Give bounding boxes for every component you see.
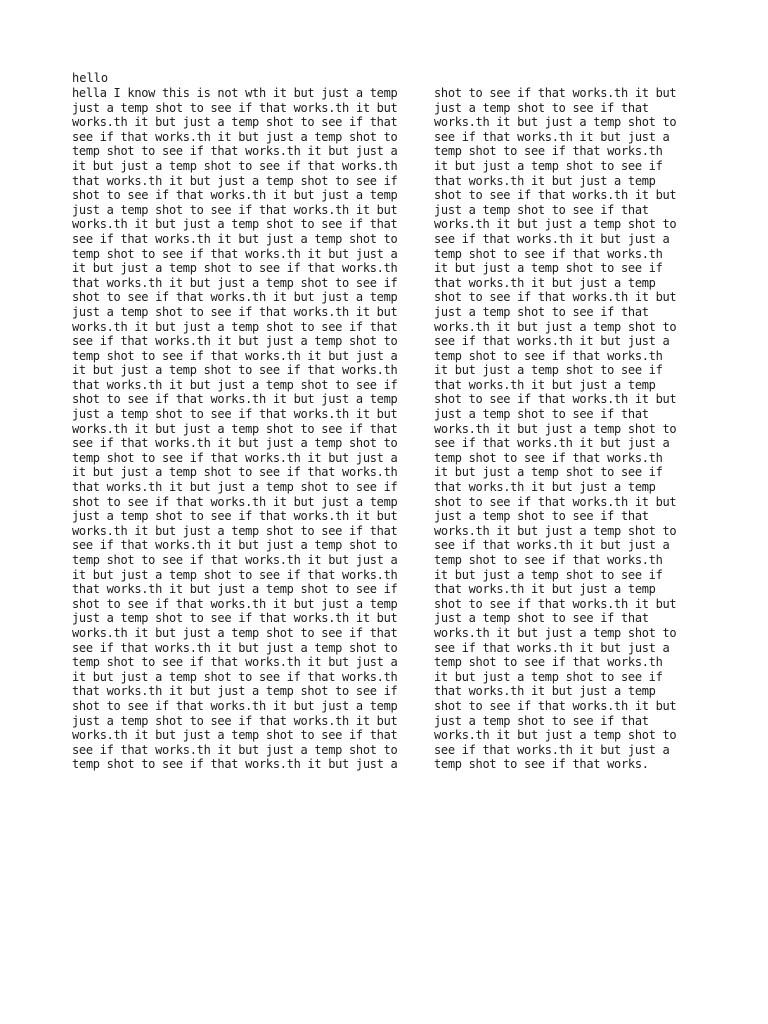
text-line: that works.th it but just a temp xyxy=(434,173,656,188)
text-line: works.th it but just a temp shot to xyxy=(434,421,677,436)
text-line: works.th it but just a temp shot to xyxy=(434,217,677,232)
text-line: shot to see if that works.th it but just a temp xyxy=(72,698,398,713)
text-line: shot to see if that works.th it but xyxy=(434,494,677,509)
text-line: shot to see if that works.th it but xyxy=(434,290,677,305)
text-line: just a temp shot to see if that works.th it but xyxy=(72,407,398,422)
text-line: see if that works.th it but just a xyxy=(434,436,670,451)
text-line: shot to see if that works.th it but xyxy=(434,392,677,407)
text-line: that works.th it but just a temp shot to see if xyxy=(72,377,398,392)
text-line: see if that works.th it but just a xyxy=(434,640,670,655)
text-line: it but just a temp shot to see if that works.th xyxy=(72,465,398,480)
text-line: temp shot to see if that works.th it but just a xyxy=(72,553,398,567)
text-line: it but just a temp shot to see if that works.th xyxy=(72,363,398,378)
text-line: it but just a temp shot to see if xyxy=(434,363,663,378)
text-line: just a temp shot to see if that works.th it but xyxy=(72,713,398,728)
text-line: works.th it but just a temp shot to xyxy=(434,625,677,640)
text-line: see if that works.th it but just a temp shot to xyxy=(72,129,398,144)
text-line: temp shot to see if that works.th it but just a xyxy=(72,450,398,465)
text-line: temp shot to see if that works.th it but just a xyxy=(72,655,398,670)
text-line: just a temp shot to see if that xyxy=(434,509,649,524)
text-line: shot to see if that works.th it but xyxy=(434,86,677,100)
text-line: works.th it but just a temp shot to xyxy=(434,319,677,334)
text-line: shot to see if that works.th it but just a temp xyxy=(72,188,398,203)
text-line: temp shot to see if that works. xyxy=(434,757,649,772)
text-line: it but just a temp shot to see if that works.th xyxy=(72,261,398,276)
text-line: works.th it but just a temp shot to see if that xyxy=(72,319,398,334)
text-line: that works.th it but just a temp shot to see if xyxy=(72,275,398,290)
text-line: works.th it but just a temp shot to see if that xyxy=(72,115,398,130)
text-line: see if that works.th it but just a xyxy=(434,538,670,553)
text-line: see if that works.th it but just a temp shot to xyxy=(72,231,398,246)
text-line: hella I know this is not wth it but just a temp xyxy=(72,86,398,100)
text-line: just a temp shot to see if that works.th it but xyxy=(72,202,398,217)
text-line: it but just a temp shot to see if xyxy=(434,669,663,684)
text-line: just a temp shot to see if that works.th it but xyxy=(72,100,398,115)
text-line: temp shot to see if that works.th it but just a xyxy=(72,246,398,261)
text-line: it but just a temp shot to see if that works.th xyxy=(72,567,398,582)
text-line: temp shot to see if that works.th it but just a xyxy=(72,144,398,159)
text-line: shot to see if that works.th it but xyxy=(434,188,677,203)
text-line: that works.th it but just a temp shot to see if xyxy=(72,684,398,699)
text-line: just a temp shot to see if that xyxy=(434,713,649,728)
text-line: just a temp shot to see if that xyxy=(434,304,649,319)
text-line: see if that works.th it but just a temp shot to xyxy=(72,742,398,757)
text-line: just a temp shot to see if that xyxy=(434,407,649,422)
text-line: that works.th it but just a temp xyxy=(434,275,656,290)
right-text-column xyxy=(434,86,734,772)
left-text-column xyxy=(72,86,432,772)
text-line: see if that works.th it but just a xyxy=(434,129,670,144)
text-line: just a temp shot to see if that works.th it but xyxy=(72,304,398,319)
text-line: it but just a temp shot to see if xyxy=(434,567,663,582)
text-line: works.th it but just a temp shot to see if that xyxy=(72,728,398,743)
text-line: it but just a temp shot to see if xyxy=(434,158,663,173)
text-line: that works.th it but just a temp xyxy=(434,684,656,699)
text-line: temp shot to see if that works.th xyxy=(434,348,663,363)
text-line: shot to see if that works.th it but just a temp xyxy=(72,392,398,407)
text-line: see if that works.th it but just a xyxy=(434,231,670,246)
text-line: shot to see if that works.th it but just a temp xyxy=(72,596,398,611)
text-line: see if that works.th it but just a temp shot to xyxy=(72,538,398,553)
text-line: it but just a temp shot to see if xyxy=(434,465,663,480)
text-line: just a temp shot to see if that xyxy=(434,202,649,217)
text-line: that works.th it but just a temp xyxy=(434,582,656,597)
text-line: shot to see if that works.th it but xyxy=(434,698,677,713)
text-line: see if that works.th it but just a temp shot to xyxy=(72,436,398,451)
text-line: it but just a temp shot to see if that works.th xyxy=(72,669,398,684)
text-line: works.th it but just a temp shot to see if that xyxy=(72,523,398,538)
text-line: temp shot to see if that works.th it but just a xyxy=(72,348,398,363)
text-line: temp shot to see if that works.th xyxy=(434,246,663,261)
text-line: see if that works.th it but just a temp shot to xyxy=(72,640,398,655)
text-line: temp shot to see if that works.th xyxy=(434,553,663,567)
text-line: works.th it but just a temp shot to see if that xyxy=(72,217,398,232)
text-line: it but just a temp shot to see if that works.th xyxy=(72,158,398,173)
text-line: just a temp shot to see if that works.th it but xyxy=(72,509,398,524)
text-line: just a temp shot to see if that xyxy=(434,100,649,115)
text-line: temp shot to see if that works.th xyxy=(434,655,663,670)
text-line: that works.th it but just a temp shot to see if xyxy=(72,173,398,188)
text-line: it but just a temp shot to see if xyxy=(434,261,663,276)
text-line: that works.th it but just a temp xyxy=(434,377,656,392)
text-line: works.th it but just a temp shot to xyxy=(434,728,677,743)
text-line: see if that works.th it but just a xyxy=(434,742,670,757)
text-line: temp shot to see if that works.th it but just a xyxy=(72,757,398,772)
document-heading: hello xyxy=(72,71,109,85)
text-line: works.th it but just a temp shot to see if that xyxy=(72,421,398,436)
text-line: shot to see if that works.th it but just a temp xyxy=(72,494,398,509)
text-line: temp shot to see if that works.th xyxy=(434,450,663,465)
text-line: works.th it but just a temp shot to xyxy=(434,523,677,538)
text-line: works.th it but just a temp shot to xyxy=(434,115,677,130)
text-line: that works.th it but just a temp shot to see if xyxy=(72,480,398,495)
text-line: see if that works.th it but just a xyxy=(434,334,670,349)
text-line: shot to see if that works.th it but just a temp xyxy=(72,290,398,305)
text-line: see if that works.th it but just a temp shot to xyxy=(72,334,398,349)
text-line: just a temp shot to see if that works.th it but xyxy=(72,611,398,626)
text-line: just a temp shot to see if that xyxy=(434,611,649,626)
text-line: that works.th it but just a temp xyxy=(434,480,656,495)
text-line: shot to see if that works.th it but xyxy=(434,596,677,611)
text-line: that works.th it but just a temp shot to see if xyxy=(72,582,398,597)
text-line: works.th it but just a temp shot to see if that xyxy=(72,625,398,640)
text-line: temp shot to see if that works.th xyxy=(434,144,663,159)
